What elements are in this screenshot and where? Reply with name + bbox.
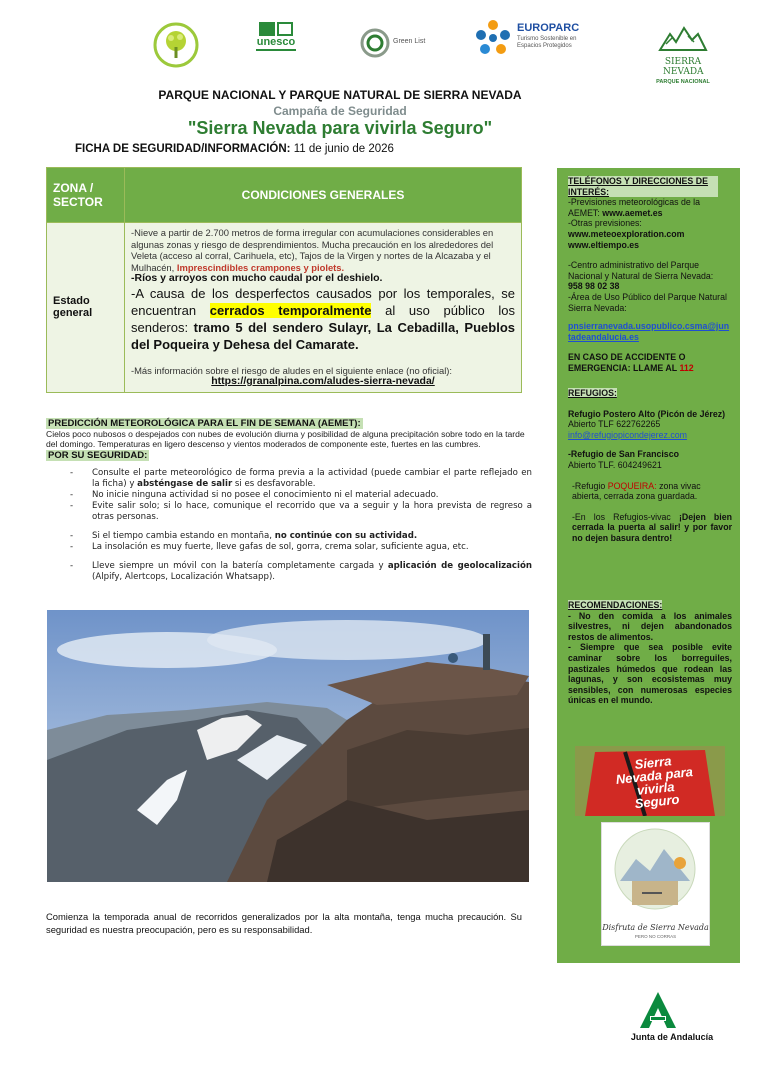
eltiempo-link[interactable]: www.eltiempo.es — [568, 239, 640, 250]
conditions-table — [46, 167, 522, 393]
emergency-line: EN CASO DE ACCIDENTE O EMERGENCIA: LLAME AL 112 — [568, 352, 694, 373]
rule-weather-change: - Si el tiempo cambia estando en montaña, no continúe con su actividad. — [70, 531, 532, 542]
estado-general-label: Estado general — [47, 223, 125, 393]
rule-weather: - Consulte el parte meteorológico de forma previa a la actividad (puede cambiar el parte reflejado en la ficha) y absténgase de salir si es desfavorable. — [70, 468, 532, 490]
refuge-sanfrancisco-name: -Refugio de San Francisco — [568, 449, 679, 460]
crampons-warning: Imprescindibles crampones y piolets. — [176, 261, 345, 273]
public-use-email[interactable]: pnsierranevada.usopublico.csma@juntadeandalucia.es — [568, 321, 730, 342]
refuge-postero-name: Refugio Postero Alto (Picón de Jérez) — [568, 408, 726, 419]
shirt-slogan: Sierra Nevada para vivirla Seguro — [615, 753, 694, 812]
safety-rules-list — [70, 468, 532, 583]
refuge-sanfrancisco-tel: Abierto TLF. 604249621 — [568, 459, 662, 470]
aemet-link[interactable]: www.aemet.es — [602, 207, 663, 218]
refuge-postero-tel: Abierto TLF 622762265 — [568, 419, 661, 430]
ficha-label: FICHA DE SEGURIDAD/INFORMACIÓN: — [75, 143, 291, 155]
aemet-info: -Previsiones meteorológicas de la AEMET: www.aemet.es — [568, 197, 701, 218]
europarc-logo: EUROPARC Turismo Sostenible en Espacios Protegidos — [473, 18, 583, 58]
rule-sun: - La insolación es muy fuerte, lleve gafas de sol, gorra, crema solar, suficiente agua, etc. — [70, 542, 532, 553]
vivac-notice: -En los Refugios-vivac ¡Dejen bien cerrada la puerta al salir! y por favor no dejen basura dentro! — [572, 511, 733, 543]
sierra-nevada-logo: SIERRA NEVADA PARQUE NACIONAL — [655, 26, 711, 96]
phones-heading: TELÉFONOS Y DIRECCIONES DE INTERÉS: — [568, 176, 718, 197]
leaf-icon — [277, 22, 293, 36]
junta-label: Junta de Andalucía — [630, 1032, 714, 1042]
refuge-poqueira: -Refugio POQUEIRA: zona vivac abierta, cerrada zona guardada. — [572, 480, 701, 502]
rule-knowledge: - No inicie ninguna actividad si no posee el conocimiento ni el material adecuado. — [70, 490, 532, 501]
park-title: PARQUE NACIONAL Y PARQUE NATURAL DE SIERRA NEVADA — [158, 88, 522, 102]
public-use-area: -Área de Uso Público del Parque Natural Sierra Nevada: — [568, 291, 727, 313]
rivers-paragraph: -Ríos y arroyos con mucho caudal por el deshielo. — [131, 272, 383, 284]
mountain-photo — [47, 610, 529, 882]
badge-subtitle: PERO NO CORRAS — [634, 934, 677, 939]
prediction-text: Cielos poco nubosos o despejados con nubes de evolución diurna y posibilidad de alguna precipitación sobre todo en la tarde del domingo. Temperaturas en ligero descenso y vientos moderados de componente este, fuertes en las cumbres. — [46, 429, 525, 449]
closed-trails: tramo 5 del sendero Sulayr, La Cebadilla, Pueblos del Poqueira y Dehesa del Camarate. — [131, 319, 515, 352]
rule-phone: - Lleve siempre un móvil con la batería completamente cargada y aplicación de geolocalización (Alpify, Alertcops, Localización Whatsapp). — [70, 561, 532, 583]
slogan-title: "Sierra Nevada para vivirla Seguro" — [187, 118, 493, 138]
avalanche-info: -Más información sobre el riesgo de aludes en el siguiente enlace (no oficial): — [131, 364, 453, 376]
green-list-logo: Green List — [360, 28, 430, 58]
emergency-number[interactable]: 112 — [679, 362, 694, 373]
junta-logo — [636, 990, 680, 1030]
campaign-subtitle: Campaña de Seguridad — [273, 104, 407, 118]
closed-highlight: cerrados temporalmente — [209, 302, 372, 318]
temple-icon — [259, 22, 275, 36]
campaign-shirt-photo — [575, 746, 725, 816]
phones-section — [568, 176, 732, 374]
snow-paragraph: -Nieve a partir de 2.700 metros de forma irregular con acumulaciones considerables en algunas zonas y riesgo de desprendimientos. Mucha precaución en los alrededores del Veleta (acceso al corral, Carihuela, etc), Tajos de la Virgen y nortes de la Alcazaba y el Mulhacén, Imprescindibles crampones y piolets. — [131, 227, 494, 273]
prediction-heading: PREDICCIÓN METEOROLÓGICA PARA EL FIN DE SEMANA (AEMET): — [48, 418, 361, 429]
unesco-logo: unesco — [253, 22, 299, 62]
oapn-tree-logo — [153, 22, 199, 68]
ficha-date: 11 de junio de 2026 — [293, 143, 394, 155]
other-forecasts: -Otras previsiones: www.meteoexploration.com www.eltiempo.es — [568, 218, 685, 250]
badge-title: Disfruta de Sierra Nevada — [602, 923, 709, 932]
rec-wetlands: - Siempre que sea posible evite caminar sobre los borreguiles, pastizales húmedos que rodean las lagunas, y son ecosistemas muy sensibles, con numerosas especies únicas en el mundo. — [568, 642, 732, 706]
refuge-postero-email[interactable]: info@refugiopicondejerez.com — [568, 429, 687, 440]
refuges-heading: REFUGIOS: — [568, 388, 617, 398]
center-phone[interactable]: 958 98 02 38 — [568, 281, 620, 292]
rule-alone: - Evite salir solo; si lo hace, comunique el recorrido que va a seguir y la hora prevista de regreso a otras personas. — [70, 501, 532, 523]
refuges-section — [568, 388, 732, 544]
meteoexploration-link[interactable]: www.meteoexploration.com — [568, 228, 685, 239]
safety-heading: POR SU SEGURIDAD: — [48, 450, 148, 461]
recommendations-section — [568, 600, 732, 706]
rec-animals: - No den comida a los animales silvestres, ni dejen abandonados restos de alimentos. — [568, 610, 732, 642]
avalanche-link[interactable]: https://granalpina.com/aludes-sierra-nevada/ — [211, 375, 435, 387]
conditions-header: CONDICIONES GENERALES — [125, 168, 522, 223]
ficha-line — [75, 143, 394, 155]
admin-center: -Centro administrativo del Parque Nacional y Natural de Sierra Nevada: 958 98 02 38 — [568, 260, 714, 292]
season-notice: Comienza la temporada anual de recorridos generalizados por la alta montaña, tenga mucha precaución. Su seguridad es nuestra preocupación, pero es su responsabilidad. — [46, 911, 522, 935]
zone-header: ZONA / SECTOR — [47, 168, 125, 223]
conditions-content — [125, 223, 522, 393]
disfruta-badge — [601, 822, 710, 946]
trails-closed-paragraph: -A causa de los desperfectos causados por los temporales, se encuentran cerrados temporalmente al uso público los senderos: tramo 5 del sendero Sulayr, La Cebadilla, Pueblos del Poqueira y Dehesa del Camarate. — [131, 285, 515, 352]
recommendations-heading: RECOMENDACIONES: — [568, 600, 663, 610]
